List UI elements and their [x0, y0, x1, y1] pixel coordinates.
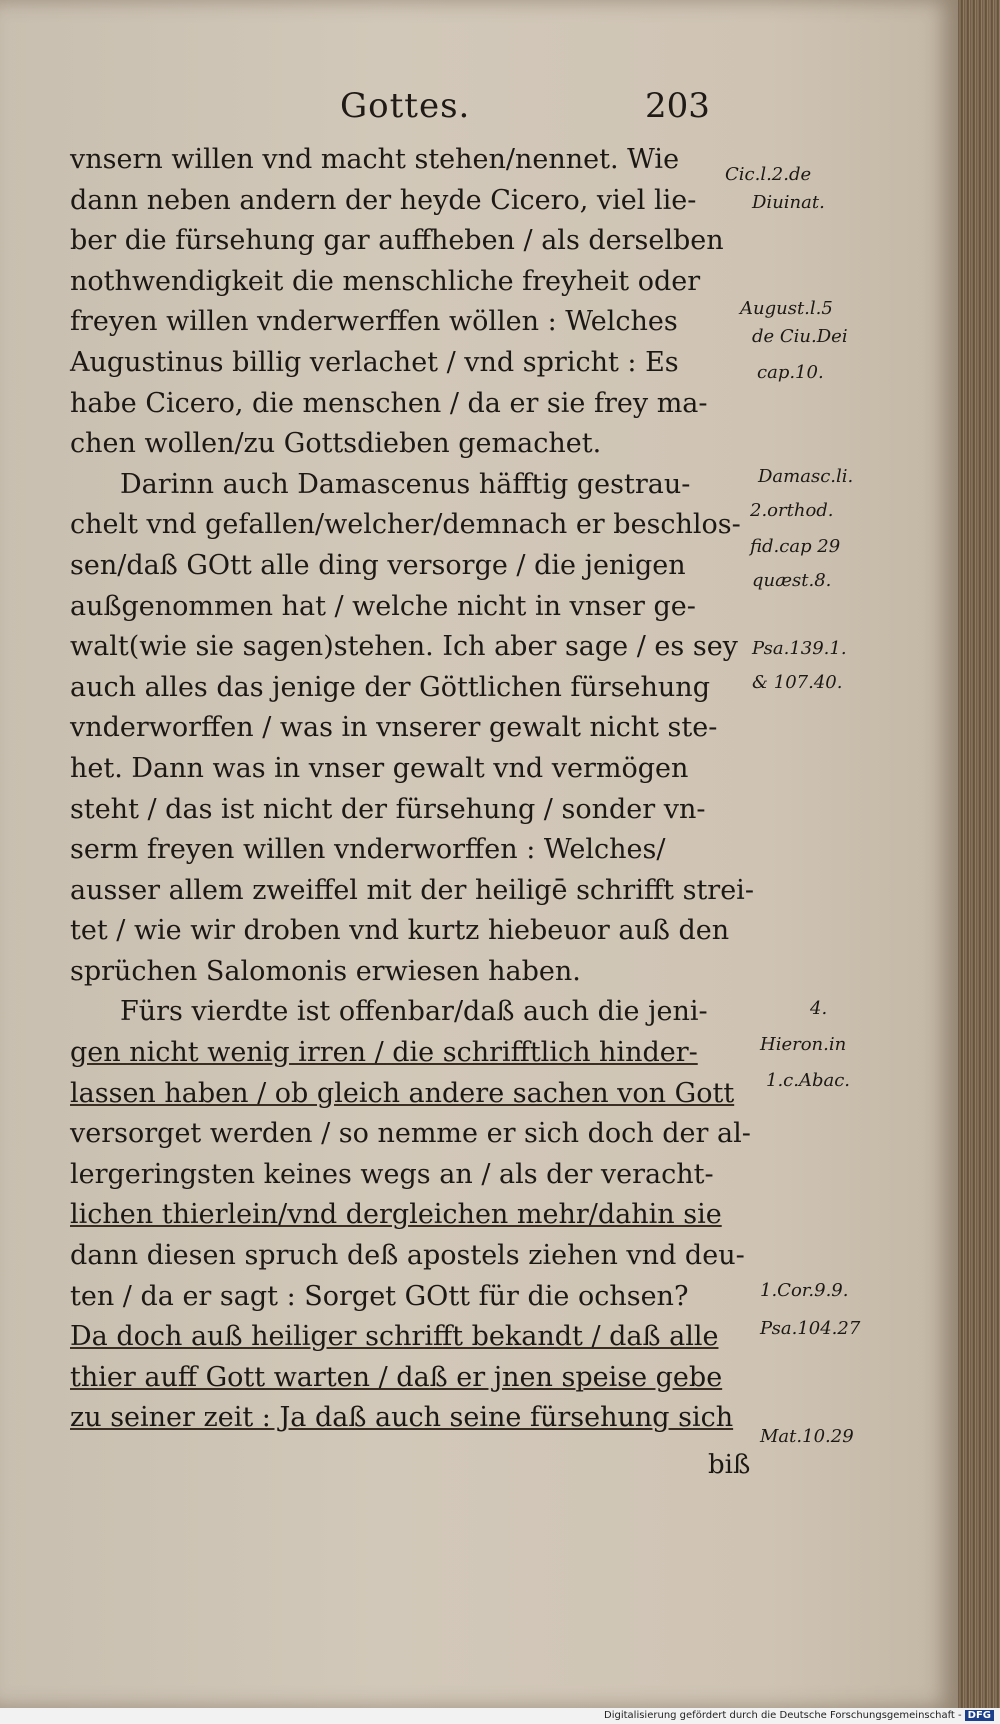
text-line: nothwendigkeit die menschliche freyheit oder [70, 265, 701, 297]
margin-note: de Ciu.Dei [752, 326, 848, 347]
text-line: gen nicht wenig irren / die schrifftlich hinder- [70, 1037, 698, 1069]
text-line: lichen thierlein/vnd dergleichen mehr/dahin sie [70, 1199, 722, 1231]
margin-note: cap.10. [757, 362, 824, 383]
margin-note: quæst.8. [752, 570, 832, 591]
text-line: serm freyen willen vnderworffen : Welches/ [70, 834, 666, 866]
margin-note: 1.c.Abac. [766, 1070, 851, 1091]
text-line: Darinn auch Damascenus häfftig gestrau- [120, 468, 691, 500]
text-line: habe Cicero, die menschen / da er sie frey ma- [70, 387, 708, 419]
margin-note: 1.Cor.9.9. [760, 1280, 849, 1301]
text-line: ausser allem zweiffel mit der heiligē schrifft strei- [70, 874, 754, 906]
catchword: biß [708, 1450, 751, 1480]
margin-note: Psa.104.27 [760, 1318, 861, 1339]
margin-note: Damasc.li. [758, 466, 854, 487]
text-line: steht / das ist nicht der fürsehung / sonder vn- [70, 793, 706, 825]
text-line: dann diesen spruch deß apostels ziehen vnd deu- [70, 1240, 745, 1272]
book-edge [958, 0, 1000, 1708]
text-line: sen/daß GOtt alle ding versorge / die jenigen [70, 549, 686, 581]
margin-note: Hieron.in [760, 1034, 847, 1055]
text-line: tet / wie wir droben vnd kurtz hiebeuor auß den [70, 915, 730, 947]
footer [0, 1708, 1000, 1724]
text-line: versorget werden / so nemme er sich doch der al- [70, 1118, 751, 1150]
margin-note: Diuinat. [752, 192, 825, 213]
text-line: sprüchen Salomonis erwiesen haben. [70, 955, 581, 987]
margin-note: Cic.l.2.de [725, 164, 812, 185]
footer-text: Digitalisierung gefördert durch die Deutsche Forschungsgemeinschaft - [604, 1710, 962, 1721]
margin-note: August.l.5 [740, 298, 833, 319]
text-line: vnderworffen / was in vnserer gewalt nicht ste- [70, 712, 718, 744]
text-line: Augustinus billig verlachet / vnd spricht : Es [70, 346, 679, 378]
text-line: außgenommen hat / welche nicht in vnser ge- [70, 590, 696, 622]
text-line: lassen haben / ob gleich andere sachen von Gott [70, 1077, 735, 1109]
text-line: lergeringsten keines wegs an / als der veracht- [70, 1158, 714, 1190]
dfg-logo: DFG [965, 1710, 994, 1721]
text-line: freyen willen vnderwerffen wöllen : Welches [70, 306, 678, 338]
text-line: thier auff Gott warten / daß er jnen speise gebe [70, 1361, 723, 1393]
text-line: het. Dann was in vnser gewalt vnd vermögen [70, 752, 689, 784]
margin-note: 4. [810, 998, 828, 1019]
margin-note: Mat.10.29 [760, 1426, 854, 1447]
text-line: ten / da er sagt : Sorget GOtt für die ochsen? [70, 1280, 689, 1312]
text-line: zu seiner zeit : Ja daß auch seine fürsehung sich [70, 1402, 734, 1434]
text-line: chelt vnd gefallen/welcher/demnach er beschlos- [70, 509, 741, 541]
text-line: auch alles das jenige der Göttlichen fürsehung [70, 671, 710, 703]
page-number: 203 [645, 86, 710, 126]
text-line: dann neben andern der heyde Cicero, viel lie- [70, 184, 697, 216]
running-head: Gottes. [340, 86, 471, 126]
text-line: chen wollen/zu Gottsdieben gemachet. [70, 428, 602, 460]
text-line: vnsern willen vnd macht stehen/nennet. Wie [70, 144, 680, 175]
text-line: ber die fürsehung gar auffheben / als derselben [70, 225, 724, 257]
text-line: Fürs vierdte ist offenbar/daß auch die jeni- [120, 996, 708, 1028]
margin-note: fid.cap 29 [750, 536, 841, 557]
margin-note: Psa.139.1. [752, 638, 847, 659]
body-text [70, 140, 754, 1439]
text-line: Da doch auß heiliger schrifft bekandt / daß alle [70, 1321, 719, 1353]
margin-note: & 107.40. [752, 672, 843, 693]
margin-note: 2.orthod. [750, 500, 834, 521]
text-line: walt(wie sie sagen)stehen. Ich aber sage / es sey [70, 631, 738, 663]
